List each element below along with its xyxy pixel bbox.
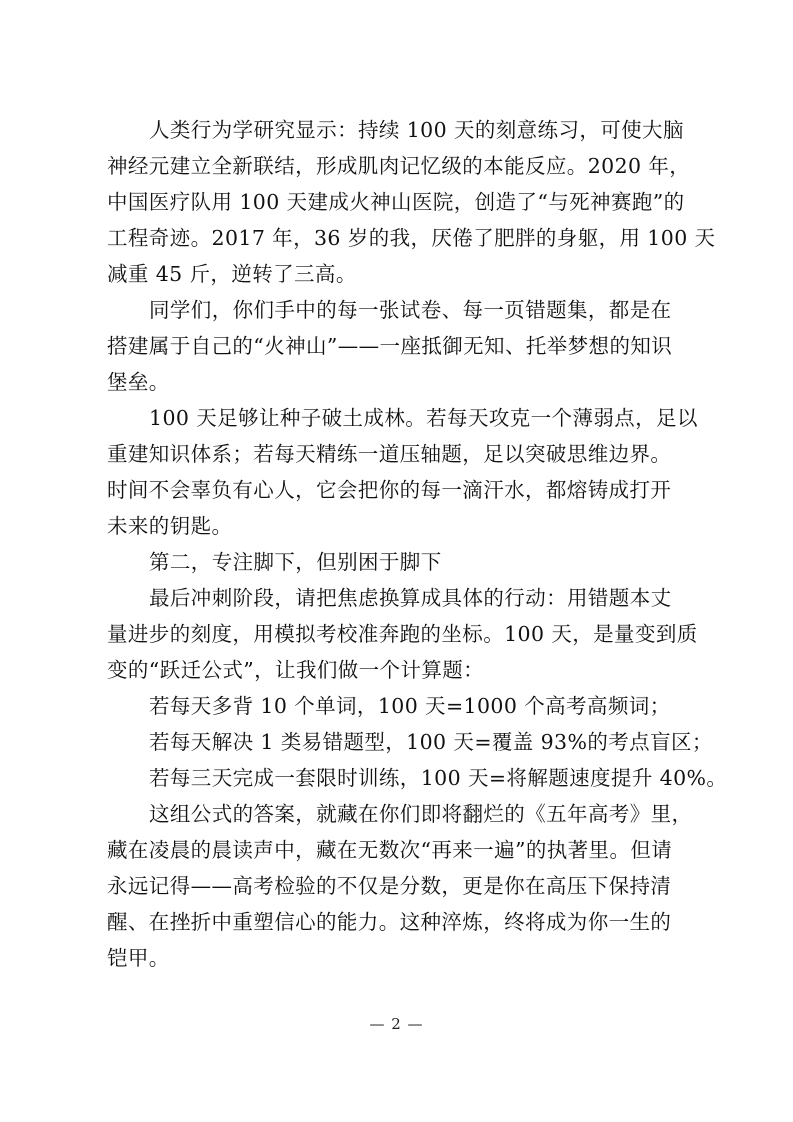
paragraph-line: 这组公式的答案，就藏在你们即将翻烂的《五年高考》里，	[149, 802, 693, 826]
paragraph-line: 未来的钥匙。	[107, 514, 233, 538]
page-number: — 2 —	[369, 1015, 424, 1033]
document-body	[107, 112, 728, 976]
paragraph-line: 藏在凌晨的晨读声中，藏在无数次“再来一遍”的执著里。但请	[107, 838, 673, 862]
formula-timed-training	[107, 760, 728, 796]
paragraph-line: 人类行为学研究显示：持续 100 天的刻意练习，可使大脑	[149, 118, 684, 142]
paragraph-line: 最后冲刺阶段，请把焦虑换算成具体的行动：用错题本丈	[149, 586, 672, 610]
paragraph-line: 时间不会辜负有心人，它会把你的每一滴汗水，都熔铸成打开	[107, 478, 672, 502]
paragraph-line: 堡垒。	[107, 370, 170, 394]
paragraph-100-day-practice	[107, 112, 716, 292]
paragraph-huoshenshan	[107, 292, 687, 400]
paragraph-line: 神经元建立全新联结，形成肌肉记忆级的本能反应。2020 年，	[107, 154, 691, 178]
paragraph-line: 中国医疗队用 100 天建成火神山医院，创造了“与死神赛跑”的	[107, 190, 685, 214]
paragraph-seed-to-forest	[107, 400, 698, 544]
paragraph-line: 量进步的刻度，用模拟考校准奔跑的坐标。100 天，是量变到质	[107, 622, 698, 646]
formula-error-types	[107, 724, 713, 760]
paragraph-line: 变的“跃迁公式”，让我们做一个计算题：	[107, 658, 485, 682]
paragraph-line: 重建知识体系；若每天精练一道压轴题，足以突破思维边界。	[107, 442, 672, 466]
paragraph-line: 醒、在挫折中重塑信心的能力。这种淬炼，终将成为你一生的	[107, 910, 672, 934]
paragraph-line: 永远记得——高考检验的不仅是分数，更是你在高压下保持清	[107, 874, 672, 898]
section-heading: 第二，专注脚下，但别困于脚下	[149, 550, 442, 574]
paragraph-line: 减重 45 斤，逆转了三高。	[107, 262, 357, 286]
formula-line: 若每天多背 10 个单词，100 天=1000 个高考高频词；	[149, 694, 671, 718]
paragraph-line: 工程奇迹。2017 年，36 岁的我，厌倦了肥胖的身躯，用 100 天	[107, 226, 716, 250]
paragraph-line: 100 天足够让种子破土成林。若每天攻克一个薄弱点，足以	[149, 406, 698, 430]
paragraph-line: 搭建属于自己的“火神山”——一座抵御无知、托举梦想的知识	[107, 334, 673, 358]
formula-line: 若每三天完成一套限时训练，100 天=将解题速度提升 40%。	[149, 766, 728, 790]
section-heading-second-point	[107, 544, 687, 580]
formula-line: 若每天解决 1 类易错题型，100 天=覆盖 93%的考点盲区；	[149, 730, 713, 754]
paragraph-final-sprint	[107, 580, 698, 688]
formula-vocabulary	[107, 688, 687, 724]
paragraph-formula-answer	[107, 796, 693, 976]
paragraph-line: 铠甲。	[107, 946, 170, 970]
paragraph-line: 同学们，你们手中的每一张试卷、每一页错题集，都是在	[149, 298, 672, 322]
